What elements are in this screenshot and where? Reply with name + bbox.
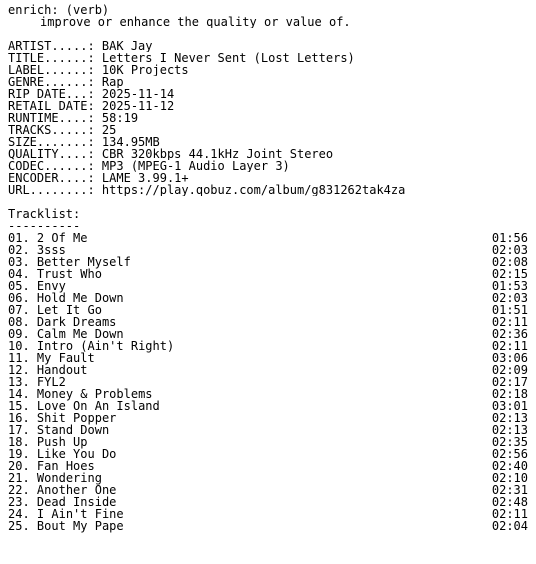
track-number: 01. — [8, 231, 30, 245]
info-field — [8, 64, 528, 76]
info-field — [8, 40, 528, 52]
info-field-key: ARTIST.....: — [8, 40, 102, 52]
track-label — [8, 520, 124, 532]
track-duration: 02:03 — [491, 243, 528, 257]
track-number: 24. — [8, 507, 30, 521]
info-field — [8, 160, 528, 172]
track-duration: 02:10 — [491, 471, 528, 485]
info-field-value: 134.95MB — [101, 136, 160, 148]
info-field-value: 2025-11-12 — [101, 100, 175, 112]
track-number: 06. — [8, 291, 30, 305]
track-number: 14. — [8, 387, 30, 401]
track-duration: 01:56 — [491, 231, 528, 245]
track-title: Money & Problems — [36, 387, 153, 401]
definition-term: enrich: (verb) — [8, 4, 110, 16]
track-duration: 02:08 — [491, 255, 528, 269]
info-field-value: CBR 320kbps 44.1kHz Joint Stereo — [101, 148, 334, 160]
track-number: 20. — [8, 459, 30, 473]
info-field-value: 10K Projects — [101, 64, 189, 76]
track-title: Bout My Pape — [36, 519, 124, 533]
info-field-value: 58:19 — [101, 112, 139, 124]
track-number: 23. — [8, 495, 30, 509]
info-field — [8, 184, 528, 196]
spacer — [8, 28, 528, 40]
track-title: Push Up — [36, 435, 88, 449]
definition-meaning: improve or enhance the quality or value of. — [40, 16, 351, 28]
track-number: 22. — [8, 483, 30, 497]
track-duration: 02:13 — [491, 423, 528, 437]
info-field — [8, 52, 528, 64]
track-title: Dead Inside — [36, 495, 117, 509]
track-title: 2 Of Me — [36, 231, 88, 245]
track-duration: 02:48 — [491, 495, 528, 509]
track-title: Let It Go — [36, 303, 102, 317]
track-duration: 02:35 — [491, 435, 528, 449]
track-duration: 02:11 — [491, 339, 528, 353]
track-number: 04. — [8, 267, 30, 281]
track-number: 17. — [8, 423, 30, 437]
track-duration: 01:51 — [491, 303, 528, 317]
info-field-key: URL........: — [8, 184, 102, 196]
info-field-key: LABEL......: — [8, 64, 102, 76]
info-field-key: TRACKS.....: — [8, 124, 102, 136]
info-field-key: RETAIL DATE: — [8, 100, 102, 112]
info-field-key: ENCODER....: — [8, 172, 102, 184]
tracklist-heading: Tracklist: — [8, 208, 81, 220]
info-field — [8, 76, 528, 88]
track-title: 3sss — [36, 243, 66, 257]
track-duration: 03:01 — [491, 399, 528, 413]
info-field-value: 2025-11-14 — [101, 88, 175, 100]
track-title: Calm Me Down — [36, 327, 124, 341]
track-duration: 02:56 — [491, 447, 528, 461]
track-title: FYL2 — [36, 375, 66, 389]
tracklist — [8, 232, 528, 532]
track-row — [8, 268, 528, 280]
track-title: Fan Hoes — [36, 459, 95, 473]
track-title: Handout — [36, 363, 88, 377]
spacer — [8, 196, 528, 208]
track-number: 13. — [8, 375, 30, 389]
track-number: 05. — [8, 279, 30, 293]
info-field — [8, 124, 528, 136]
track-row — [8, 520, 528, 532]
track-title: Dark Dreams — [36, 315, 117, 329]
track-number: 10. — [8, 339, 30, 353]
info-field — [8, 112, 528, 124]
track-duration: 02:09 — [491, 363, 528, 377]
track-title: Stand Down — [36, 423, 110, 437]
track-number: 07. — [8, 303, 30, 317]
track-number: 21. — [8, 471, 30, 485]
track-number: 15. — [8, 399, 30, 413]
release-info — [8, 40, 528, 196]
track-number: 18. — [8, 435, 30, 449]
track-number: 02. — [8, 243, 30, 257]
info-field-key: RIP DATE...: — [8, 88, 102, 100]
track-row — [8, 364, 528, 376]
track-duration: 02:18 — [491, 387, 528, 401]
track-duration: 02:13 — [491, 411, 528, 425]
info-field — [8, 136, 528, 148]
track-title: Better Myself — [36, 255, 131, 269]
info-field-key: CODEC......: — [8, 160, 102, 172]
track-duration: 03:06 — [491, 351, 528, 365]
info-field — [8, 172, 528, 184]
info-field — [8, 100, 528, 112]
track-number: 11. — [8, 351, 30, 365]
info-field-key: RUNTIME....: — [8, 112, 102, 124]
info-field — [8, 148, 528, 160]
info-field-key: GENRE......: — [8, 76, 102, 88]
track-duration: 02:11 — [491, 315, 528, 329]
track-title: Like You Do — [36, 447, 117, 461]
info-field-value: Letters I Never Sent (Lost Letters) — [101, 52, 355, 64]
info-field-key: SIZE.......: — [8, 136, 102, 148]
track-title: Trust Who — [36, 267, 102, 281]
track-duration: 02:36 — [491, 327, 528, 341]
track-row — [8, 232, 528, 244]
info-field-value: BAK Jay — [101, 40, 153, 52]
info-field-value: 25 — [101, 124, 117, 136]
info-field-value: https://play.qobuz.com/album/g831262tak4za — [101, 184, 406, 196]
track-number: 12. — [8, 363, 30, 377]
track-title: Envy — [36, 279, 66, 293]
track-number: 25. — [8, 519, 30, 533]
track-number: 09. — [8, 327, 30, 341]
track-title: Intro (Ain't Right) — [36, 339, 175, 353]
track-duration: 02:17 — [491, 375, 528, 389]
info-field — [8, 88, 528, 100]
track-title: Wondering — [36, 471, 102, 485]
track-title: Hold Me Down — [36, 291, 124, 305]
track-duration: 02:11 — [491, 507, 528, 521]
track-duration: 01:53 — [491, 279, 528, 293]
track-title: Shit Popper — [36, 411, 117, 425]
track-number: 08. — [8, 315, 30, 329]
track-title: Another One — [36, 483, 117, 497]
track-number: 03. — [8, 255, 30, 269]
tracklist-rule: ---------- — [8, 220, 81, 232]
track-number: 19. — [8, 447, 30, 461]
track-duration: 02:15 — [491, 267, 528, 281]
track-duration: 02:04 — [491, 519, 528, 533]
track-title: I Ain't Fine — [36, 507, 124, 521]
track-title: My Fault — [36, 351, 95, 365]
track-duration: 02:03 — [491, 291, 528, 305]
track-number: 16. — [8, 411, 30, 425]
info-field-value: Rap — [101, 76, 124, 88]
track-duration: 02:31 — [491, 483, 528, 497]
info-field-value: MP3 (MPEG-1 Audio Layer 3) — [101, 160, 290, 172]
info-field-key: QUALITY....: — [8, 148, 102, 160]
track-duration: 02:40 — [491, 459, 528, 473]
info-field-value: LAME 3.99.1+ — [101, 172, 189, 184]
info-field-key: TITLE......: — [8, 52, 102, 64]
track-title: Love On An Island — [36, 399, 160, 413]
